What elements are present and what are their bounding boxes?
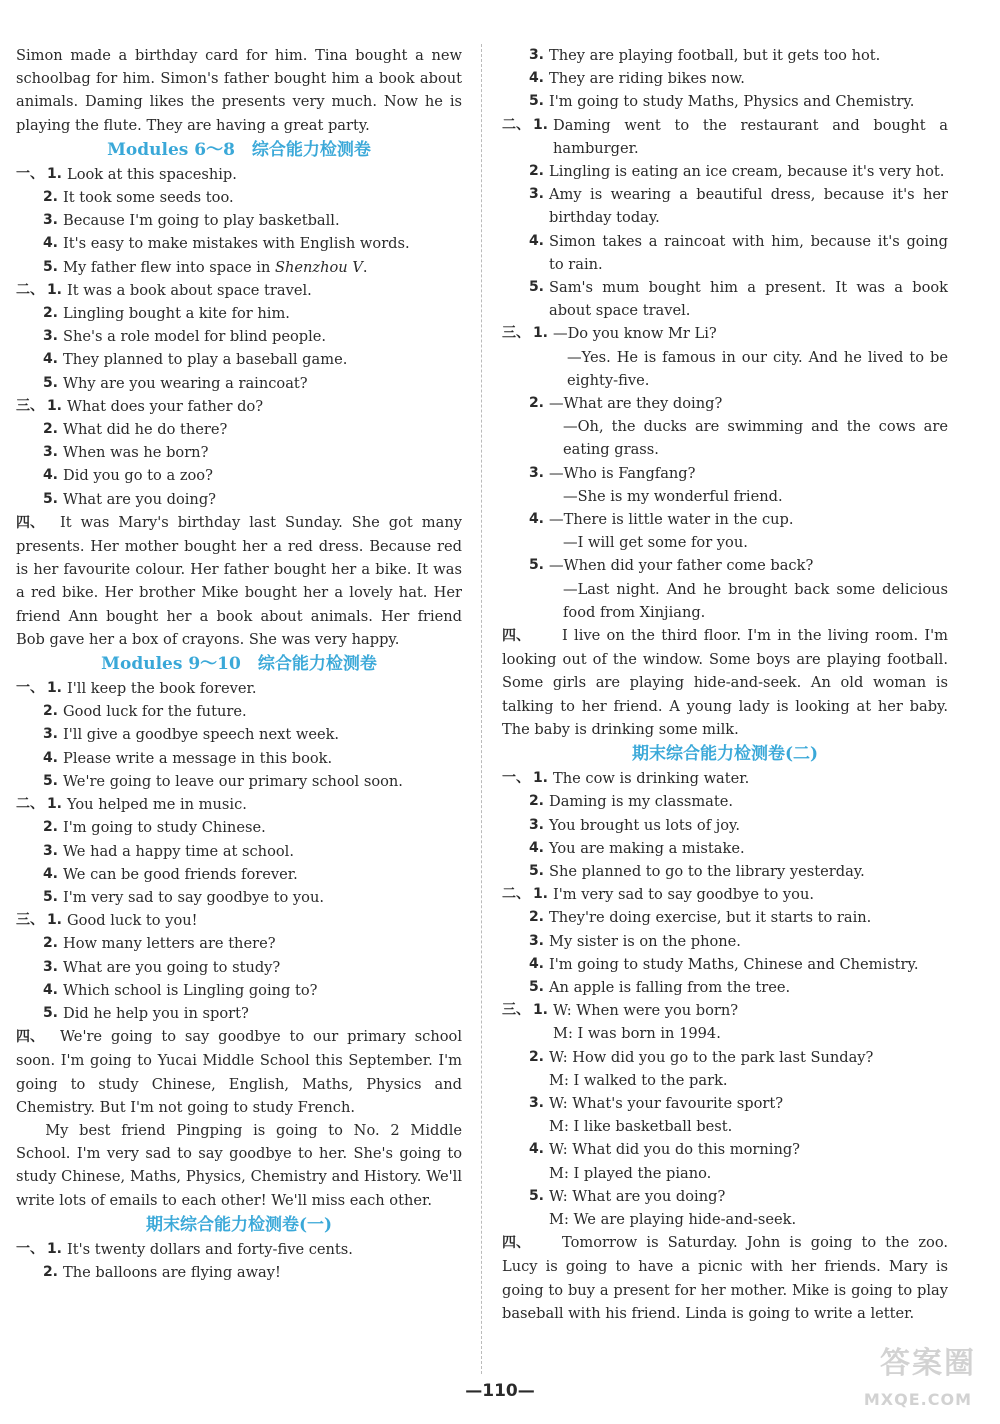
passage-paragraph: 四、 Tomorrow is Saturday. John is going to the zoo. Lucy is going to have a picnic with her friends. Mary is going to buy a present for her mother. Mike is going to play baseball with his friend. Linda is going to write a letter. <box>502 1234 948 1322</box>
list-item: 2. I'm going to study Chinese. <box>42 819 266 837</box>
list-item: 2. Good luck for the future. <box>42 703 247 721</box>
list-item: 三、 1. What does your father do? <box>16 397 264 415</box>
dialogue-item: 4. W: What did you do this morning? M: I played the piano. <box>528 1141 801 1182</box>
list-item: 5. She planned to go to the library yesterday. <box>528 862 865 880</box>
list-item: 3. We had a happy time at school. <box>42 842 294 860</box>
list-item: 3. What are you going to study? <box>42 958 281 976</box>
right-column <box>502 44 948 1325</box>
list-item: 一、 1. Look at this spaceship. <box>16 165 237 183</box>
dialogue-item: 3. —Who is Fangfang? —She is my wonderful friend. <box>528 464 783 505</box>
dialogue-item: 2. W: How did you go to the park last Sunday? M: I walked to the park. <box>528 1048 874 1089</box>
list-item: 三、 1. Good luck to you! <box>16 912 198 930</box>
dialogue-item: 3. W: What's your favourite sport? M: I like basketball best. <box>528 1094 784 1136</box>
list-item: 2. Daming is my classmate. <box>528 793 734 811</box>
dialogue-item: 5. —When did your father come back? —Last night. And he brought back some delicious food from Xinjiang. <box>528 557 948 621</box>
list-item: 4. We can be good friends forever. <box>42 865 298 883</box>
list-item: 4. Did you go to a zoo? <box>42 467 213 485</box>
section-title-modules-9-10: Modules 9～10 综合能力检测卷 <box>101 654 377 675</box>
list-item: 3. Because I'm going to play basketball. <box>42 212 340 230</box>
list-item: 4. It's easy to make mistakes with English words. <box>42 235 410 253</box>
section-title-modules-6-8: Modules 6～8 综合能力检测卷 <box>107 139 371 160</box>
passage-paragraph: 四、 We're going to say goodbye to our primary school soon. I'm going to Yucai Middle School this September. I'm going to study Chinese, English, Maths, Physics and Chemistry. But I'm not going to study French. <box>16 1028 462 1116</box>
list-item: 2. Lingling is eating an ice cream, because it's very hot. <box>528 163 945 181</box>
list-item: 4. You are making a mistake. <box>528 839 745 857</box>
list-item: 5. An apple is falling from the tree. <box>528 978 791 996</box>
dialogue-item: 三、 1. —Do you know Mr Li? —Yes. He is famous in our city. And he lived to be eighty-five. <box>502 325 948 389</box>
list-item: 2. Lingling bought a kite for him. <box>42 305 290 323</box>
list-item: 2. The balloons are flying away! <box>42 1263 281 1281</box>
list-item: 二、 1. You helped me in music. <box>16 796 247 814</box>
section-title-final-test-1: 期末综合能力检测卷(一) <box>145 1214 333 1235</box>
list-item: 3. You brought us lots of joy. <box>528 816 740 834</box>
list-item: 4. Which school is Lingling going to? <box>42 981 318 999</box>
italic-spacecraft-name: Shenzhou V <box>275 258 363 276</box>
list-item: 3. I'll give a goodbye speech next week. <box>42 726 340 744</box>
list-item: 5. What are you doing? <box>42 490 216 508</box>
list-item: 二、 1. Daming went to the restaurant and bought a hamburger. <box>502 116 948 157</box>
list-item: 二、 1. I'm very sad to say goodbye to you. <box>502 886 815 904</box>
list-item: 5. I'm very sad to say goodbye to you. <box>42 888 325 906</box>
list-item: 4. They are riding bikes now. <box>528 70 745 88</box>
list-item: 2. What did he do there? <box>42 421 228 439</box>
list-item: 5. My father flew into space in Shenzhou V. <box>42 258 368 276</box>
dialogue-item: 2. —What are they doing? —Oh, the ducks are swimming and the cows are eating grass. <box>528 395 948 459</box>
list-item: 3. My sister is on the phone. <box>528 932 741 950</box>
list-item: 一、 1. The cow is drinking water. <box>502 770 750 788</box>
left-column <box>16 44 462 1284</box>
list-item: 3. She's a role model for blind people. <box>42 328 327 346</box>
column-divider <box>481 44 482 1374</box>
page-number: —110— <box>465 1381 535 1401</box>
list-item: 4. They planned to play a baseball game. <box>42 351 348 369</box>
watermark-logo: 答案圈 MXQE.COM <box>863 1346 976 1409</box>
list-item: 3. When was he born? <box>42 444 209 462</box>
list-item: 4. I'm going to study Maths, Chinese and Chemistry. <box>528 955 919 973</box>
passage-paragraph: 四、 It was Mary's birthday last Sunday. She got many presents. Her mother bought her a red dress. Because red is her favourite colour. Her father bought her a bike. It was a red bike. Her brother Mike bought her a lovely hat. Her friend Ann bought her a book about animals. Her friend Bob gave her a box of crayons. She was very happy. <box>16 513 462 648</box>
list-item: 3. Amy is wearing a beautiful dress, because it's her birthday today. <box>528 186 948 227</box>
intro-paragraph: Simon made a birthday card for him. Tina bought a new schoolbag for him. Simon's father bought him a book about animals. Daming likes the presents very much. Now he is playing the flute. They are having a great party. <box>16 47 462 134</box>
passage-paragraph: My best friend Pingping is going to No. 2 Middle School. I'm very sad to say goodbye to her. She's going to study Chinese, Maths, Physics, Chemistry and History. We'll write lots of emails to each other! We'll miss each other. <box>16 1121 462 1209</box>
list-item: 二、 1. It was a book about space travel. <box>16 281 312 299</box>
section-title-final-test-2: 期末综合能力检测卷(二) <box>631 744 819 765</box>
passage-paragraph: 四、 I live on the third floor. I'm in the living room. I'm looking out of the window. Some boys are playing football. Some girls are playing hide-and-seek. An old woman is talking to her friend. A young lady is looking at her baby. The baby is drinking some milk. <box>502 627 948 738</box>
dialogue-item: 4. —There is little water in the cup. —I will get some for you. <box>528 511 794 552</box>
list-item: 2. They're doing exercise, but it starts to rain. <box>528 909 872 927</box>
list-item: 4. Please write a message in this book. <box>42 749 333 767</box>
list-item: 2. How many letters are there? <box>42 935 276 953</box>
dialogue-item: 三、 1. W: When were you born? M: I was born in 1994. <box>502 1002 739 1043</box>
list-item: 3. They are playing football, but it gets too hot. <box>528 47 881 64</box>
list-item: 2. It took some seeds too. <box>42 189 234 207</box>
list-item: 一、 1. I'll keep the book forever. <box>16 680 257 698</box>
list-item: 5. We're going to leave our primary school soon. <box>42 772 403 790</box>
list-item: 5. Did he help you in sport? <box>42 1004 249 1022</box>
list-item: 5. I'm going to study Maths, Physics and Chemistry. <box>528 93 915 111</box>
dialogue-item: 5. W: What are you doing? M: We are playing hide-and-seek. <box>528 1187 797 1228</box>
list-item: 一、 1. It's twenty dollars and forty-five cents. <box>16 1240 353 1258</box>
list-item: 5. Sam's mum bought him a present. It was a book about space travel. <box>528 279 948 320</box>
list-item: 4. Simon takes a raincoat with him, because it's going to rain. <box>528 232 948 273</box>
list-item: 5. Why are you wearing a raincoat? <box>42 374 308 392</box>
